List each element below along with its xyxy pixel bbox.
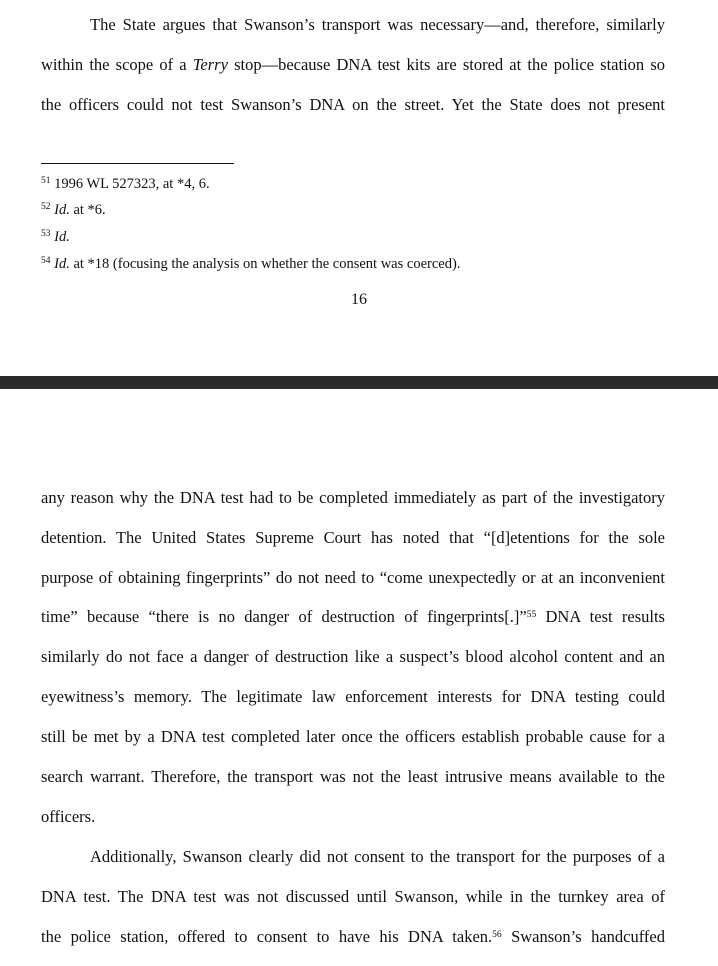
footnote-ref-55: 55 (526, 609, 537, 620)
footnote-51: $^{51}$ 1996 WL 527323, at *4, 6. (41, 175, 210, 192)
body-text-line: DNA test. The DNA test was not discussed until Swanson, while in the turnkey area of (41, 887, 665, 906)
body-text-line: The State argues that Swanson’s transport was necessary—and, therefore, similarly (90, 15, 665, 34)
footnote-54: $^{54}$ Id. at *18 (focusing the analysis on whether the consent was coerced). (41, 255, 461, 272)
page-break-bar (0, 376, 718, 389)
body-text-line: time” because “there is no danger of destruction of fingerprints[.]”$^{55}$ DNA test results (41, 607, 665, 626)
body-text-line: purpose of obtaining fingerprints” do not need to “come unexpectedly or at an inconvenient (41, 568, 665, 587)
body-text-line: Additionally, Swanson clearly did not consent to the transport for the purposes of a (90, 847, 665, 866)
body-text-line: officers. (41, 807, 96, 826)
case-name-terry: Terry (192, 55, 228, 74)
body-text-line: any reason why the DNA test had to be completed immediately as part of the investigatory (41, 488, 665, 507)
footnote-separator (41, 163, 234, 164)
body-text-line: the officers could not test Swanson’s DNA on the street. Yet the State does not present (41, 95, 665, 114)
footnote-ref-56: 56 (492, 929, 502, 940)
body-text-line: search warrant. Therefore, the transport was not the least intrusive means available to the (41, 767, 665, 786)
document-page-top (0, 0, 718, 376)
body-text-line: the police station, offered to consent to have his DNA taken.$^{56}$ Swanson’s handcuffed (41, 927, 665, 946)
body-text-line: within the scope of a Terry stop—because DNA test kits are stored at the police station so (41, 55, 665, 74)
body-text-line: still be met by a DNA test completed later once the officers establish probable cause for a (41, 727, 665, 746)
page-number: 16 (351, 291, 367, 308)
footnote-52: $^{52}$ Id. at *6. (41, 201, 106, 218)
body-text-line: detention. The United States Supreme Court has noted that “[d]etentions for the sole (41, 528, 665, 547)
footnote-53: $^{53}$ Id. (41, 228, 70, 245)
body-text-line: similarly do not face a danger of destruction like a suspect’s blood alcohol content and an (41, 647, 665, 666)
document-page-bottom (0, 389, 718, 966)
body-text-line: eyewitness’s memory. The legitimate law enforcement interests for DNA testing could (41, 687, 665, 706)
